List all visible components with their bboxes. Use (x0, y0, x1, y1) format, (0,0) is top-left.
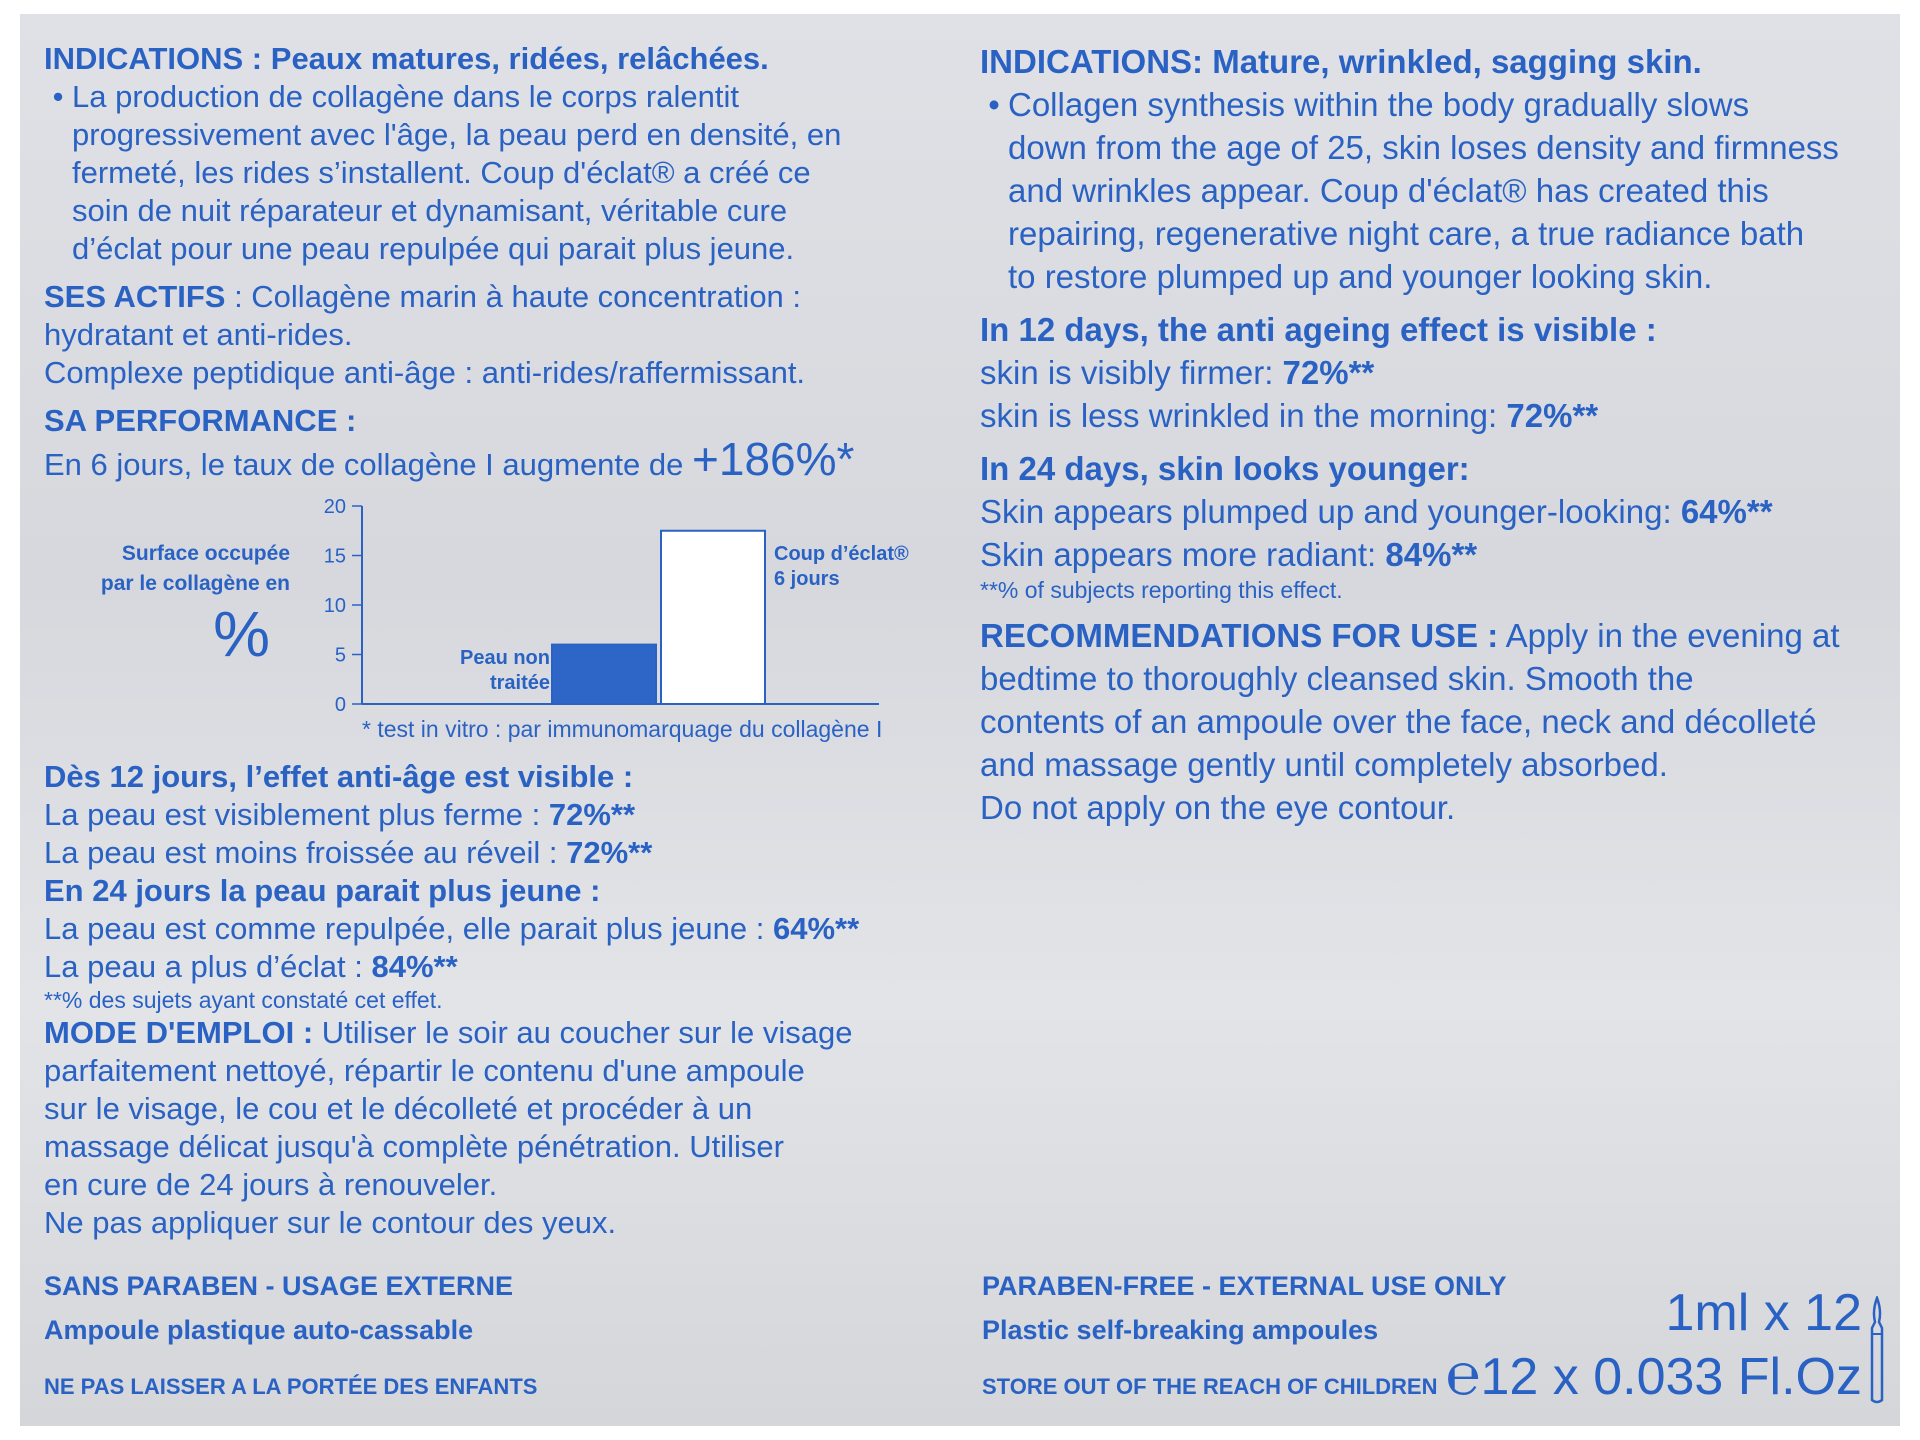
bullet-dot: • (52, 79, 64, 114)
footer-french (44, 1264, 944, 1400)
fr-actifs-line1: : Collagène marin à haute concentration : (234, 279, 802, 314)
collagen-chart (44, 494, 944, 754)
fr-effect12-heading: Dès 12 jours, l’effet anti-âge est visible : (44, 759, 634, 794)
fr-mode-last: Ne pas appliquer sur le contour des yeux. (44, 1205, 617, 1240)
fr-mode-line: sur le visage, le cou et le décolleté et procéder à un (44, 1091, 753, 1126)
fr-effect12-l1-val: 72%** (548, 797, 636, 832)
en-footer-l3: STORE OUT OF THE REACH OF CHILDREN (982, 1374, 1438, 1399)
en-effect24 (980, 447, 1876, 604)
french-column (44, 40, 944, 1242)
chart-y-tick-label: 20 (323, 496, 346, 518)
chart-ylabel-unit: % (213, 598, 270, 670)
en-rec-heading: RECOMMENDATIONS FOR USE : (980, 617, 1499, 654)
fr-ind-line: progressivement avec l'âge, la peau perd en densité, en (72, 117, 842, 152)
fr-actifs-line2: hydratant et anti-rides. (44, 317, 353, 352)
fr-effect24-l1-val: 64%** (772, 911, 860, 946)
fr-indications-heading: INDICATIONS : (44, 41, 263, 76)
en-recommendations (980, 614, 1876, 829)
fr-indications-text: Peaux matures, ridées, relâchées. (270, 41, 769, 76)
fr-ind-line: d’éclat pour une peau repulpée qui parait plus jeune. (72, 231, 795, 266)
fr-effect24-l2: La peau a plus d’éclat : (44, 949, 363, 984)
fr-mode-line: massage délicat jusqu'à complète pénétration. Utiliser (44, 1129, 784, 1164)
fr-mode-line: Utiliser le soir au coucher sur le visage (321, 1015, 853, 1050)
fr-mode-heading: MODE D'EMPLOI : (44, 1015, 314, 1050)
fr-effect12 (44, 758, 944, 872)
en-ind-line: Collagen synthesis within the body gradually slows (1008, 86, 1750, 123)
en-effect24-l1-val: 64%** (1680, 493, 1773, 530)
ampoule-icon (1864, 1296, 1890, 1406)
en-effect12 (980, 308, 1876, 437)
en-effect12-l2: skin is less wrinkled in the morning: (980, 397, 1498, 434)
chart-bar (661, 531, 765, 704)
en-ind-line: repairing, regenerative night care, a true radiance bath (1008, 215, 1805, 252)
en-indications-body (1008, 83, 1876, 298)
en-ind-line: down from the age of 25, skin loses density and firmness (1008, 129, 1839, 166)
en-effect12-l1: skin is visibly firmer: (980, 354, 1274, 391)
chart-label-untreated (420, 646, 550, 696)
chart-label-treated (774, 542, 909, 592)
chart-ylabel-line: Surface occupée (121, 542, 290, 565)
bullet-dot: • (988, 86, 1000, 123)
en-rec-line: contents of an ampoule over the face, neck and décolleté (980, 703, 1817, 740)
en-rec-line: Apply in the evening at (1505, 617, 1840, 654)
en-ind-line: and wrinkles appear. Coup d'éclat® has created this (1008, 172, 1769, 209)
fr-actifs-heading: SES ACTIFS (44, 279, 226, 314)
chart-y-tick-label: 10 (323, 595, 346, 617)
fr-effect24-heading: En 24 jours la peau parait plus jeune : (44, 873, 601, 908)
en-effect24-l2: Skin appears more radiant: (980, 536, 1377, 573)
chart-y-tick-label: 5 (334, 644, 346, 667)
chart-cat-line: traitée (489, 672, 550, 694)
fr-actifs (44, 278, 944, 392)
fr-ind-line: fermeté, les rides s’installent. Coup d'éclat® a créé ce (72, 155, 811, 190)
quantity-block (1446, 1282, 1862, 1408)
fr-effect12-l2: La peau est moins froissée au réveil : (44, 835, 558, 870)
fr-indications-body (72, 78, 944, 268)
fr-mode (44, 1014, 944, 1242)
fr-footer-l3: NE PAS LAISSER A LA PORTÉE DES ENFANTS (44, 1374, 538, 1399)
en-effect24-l2-val: 84%** (1385, 536, 1478, 573)
chart-cat-line: Peau non (459, 647, 550, 669)
fr-performance (44, 402, 944, 484)
en-effect12-l2-val: 72%** (1506, 397, 1599, 434)
en-effect12-heading: In 12 days, the anti ageing effect is visible : (980, 311, 1657, 348)
chart-plot (44, 494, 944, 754)
fr-performance-value: +186%* (692, 433, 855, 485)
fr-ind-line: soin de nuit réparateur et dynamisant, véritable cure (72, 193, 788, 228)
fr-footer-l1: SANS PARABEN - USAGE EXTERNE (44, 1271, 514, 1301)
fr-performance-heading: SA PERFORMANCE : (44, 403, 357, 438)
fr-effect24-l1: La peau est comme repulpée, elle parait plus jeune : (44, 911, 765, 946)
en-indications (980, 40, 1876, 298)
en-ind-line: to restore plumped up and younger looking skin. (1008, 258, 1713, 295)
en-effect12-l1-val: 72%** (1282, 354, 1375, 391)
en-rec-line: and massage gently until completely absorbed. (980, 746, 1668, 783)
chart-bar (552, 645, 656, 704)
en-rec-line: bedtime to thoroughly cleansed skin. Smooth the (980, 660, 1694, 697)
chart-ylabel-line: par le collagène en (100, 572, 290, 595)
fr-effect12-l1: La peau est visiblement plus ferme : (44, 797, 541, 832)
fr-mode-line: parfaitement nettoyé, répartir le contenu d'une ampoule (44, 1053, 805, 1088)
chart-cat-line: 6 jours (774, 568, 840, 590)
en-effect24-heading: In 24 days, skin looks younger: (980, 450, 1470, 487)
en-indications-heading: INDICATIONS: (980, 43, 1204, 80)
fr-ind-line: La production de collagène dans le corps ralentit (72, 79, 739, 114)
fr-performance-text: En 6 jours, le taux de collagène I augmente de (44, 447, 684, 482)
en-footnote: **% of subjects reporting this effect. (980, 577, 1343, 603)
english-column (980, 40, 1876, 829)
chart-cat-line: Coup d’éclat® (774, 543, 909, 565)
en-effect24-l1: Skin appears plumped up and younger-looking: (980, 493, 1672, 530)
quantity-line2: 12 x 0.033 Fl.Oz (1480, 1348, 1862, 1406)
en-footer-l1: PARABEN-FREE - EXTERNAL USE ONLY (982, 1271, 1507, 1301)
quantity-line1: 1ml x 12 (1665, 1284, 1862, 1342)
chart-y-tick-label: 15 (323, 545, 346, 568)
fr-mode-line: en cure de 24 jours à renouveler. (44, 1167, 498, 1202)
chart-note: * test in vitro : par immunomarquage du collagène I (362, 716, 883, 742)
fr-effect24-l2-val: 84%** (371, 949, 458, 984)
fr-indications (44, 40, 944, 268)
en-indications-bullet (980, 83, 1876, 298)
en-footer-l2: Plastic self-breaking ampoules (982, 1315, 1379, 1345)
fr-footer-l2: Ampoule plastique auto-cassable (44, 1315, 474, 1345)
packaging-panel (20, 14, 1900, 1426)
estimate-mark: ℮ (1445, 1342, 1481, 1407)
fr-footnote: **% des sujets ayant constaté cet effet. (44, 987, 443, 1013)
en-rec-last: Do not apply on the eye contour. (980, 789, 1456, 826)
fr-effect12-l2-val: 72%** (566, 835, 653, 870)
fr-indications-bullet (44, 78, 944, 268)
fr-effect24 (44, 872, 944, 1014)
fr-actifs-line3: Complexe peptidique anti-âge : anti-rides/raffermissant. (44, 355, 806, 390)
en-indications-text: Mature, wrinkled, sagging skin. (1212, 43, 1702, 80)
chart-y-tick-label: 0 (334, 694, 346, 716)
